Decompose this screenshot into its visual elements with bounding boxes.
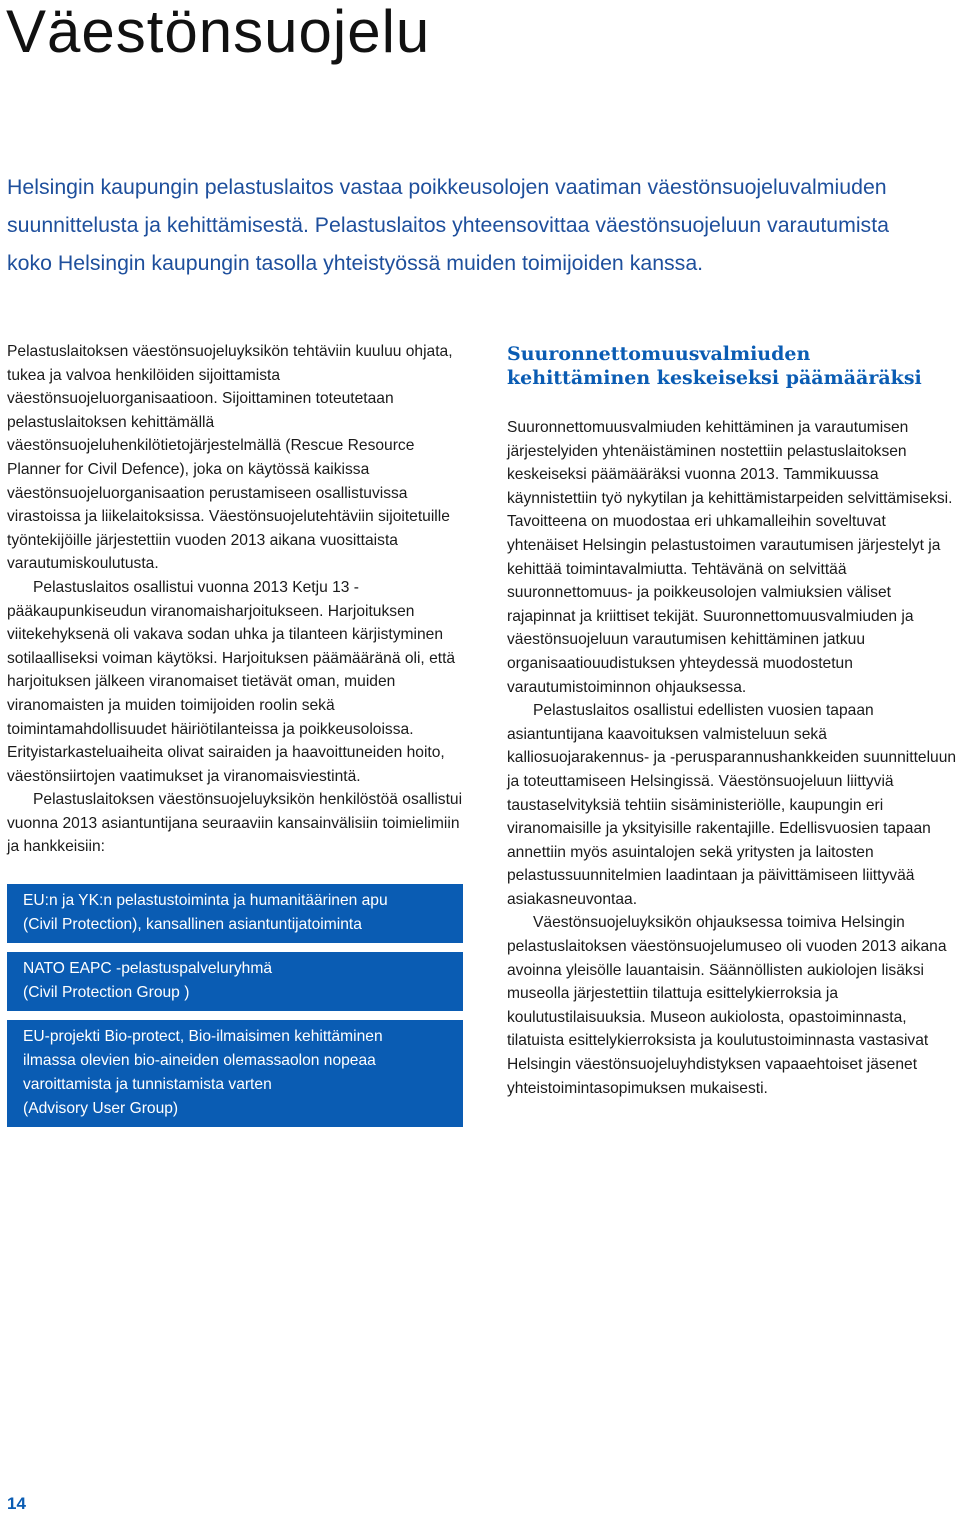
right-column — [507, 340, 957, 1100]
intro-paragraph: Helsingin kaupungin pelastuslaitos vastaa poikkeusolojen vaatiman väestönsuojeluvalmiuden suunnittelusta ja kehittämisestä. Pelastuslaitos yhteensovittaa väestönsuojeluun varautumista koko Helsingin kaupungin tasolla yhteistyössä muiden toimijoiden kanssa. — [7, 175, 889, 275]
highlight-box — [7, 884, 463, 943]
body-paragraph: Pelastuslaitos osallistui edellisten vuosien tapaan asiantuntijana kaavoituksen valmisteluun sekä kalliosuojarakennus- ja -perusparannushankkeiden suunnitteluun ja toteuttamiseen Helsingissä. Väestönsuojeluun liittyviä taustaselvityksiä tehtiin sisäministeriölle, kaupungin eri viranomaisille ja yksityisille rakentajille. Edellisvuosien tapaan annettiin myös asuintalojen sekä yritysten ja laitosten pelastussuunnitelmien laadintaan ja päivittämiseen liittyvää asiakasneuvontaa. — [507, 702, 957, 908]
section-heading — [507, 342, 957, 390]
body-paragraph: Väestönsuojeluyksikön ohjauksessa toimiva Helsingin pelastuslaitoksen väestönsuojelumuseo oli vuoden 2013 aikana avoinna yleisölle lauantaisin. Säännöllisten aukiolojen lisäksi museolla järjestettiin tilattuja esittelykierroksia ja koulutustilaisuuksia. Museon aukiolosta, opastoiminnasta, tilatuista esittelykierroksista ja koulutustoiminnasta vastasivat Helsingin väestönsuojeluyhdistyksen vapaaehtoiset jäsenet yhteistoimintasopimuksen mukaisesti. — [507, 914, 947, 1097]
page-title: Väestönsuojelu — [6, 0, 431, 65]
highlight-box — [7, 952, 463, 1011]
body-paragraph: Pelastuslaitoksen väestönsuojeluyksikön tehtäviin kuuluu ohjata, tukea ja valvoa henkilöiden sijoittamista väestönsuojeluorganisaatioon. Sijoittaminen toteutetaan pelastuslaitoksen kehittämällä väestönsuojeluhenkilötietojärjestelmällä (Rescue Resource Planner for Civil Defence), joka on käytössä kaikissa väestönsuojeluorganisaation perustamiseen osallistuvissa virastoissa ja liikelaitoksissa. Väestönsuojelutehtäviin sijoitetuille työntekijöille järjestettiin vuoden 2013 aikana vuosittaista varautumiskoulutusta. — [7, 343, 453, 573]
section-heading-line: kehittäminen keskeiseksi päämääräksi — [507, 367, 922, 389]
highlight-box — [7, 1020, 463, 1127]
box-line: (Advisory User Group) — [23, 1100, 179, 1118]
box-line: (Civil Protection), kansallinen asiantuntijatoiminta — [23, 916, 362, 934]
box-line: EU:n ja YK:n pelastustoiminta ja humanitäärinen apu — [23, 892, 388, 910]
body-paragraph: Suuronnettomuusvalmiuden kehittäminen ja varautumisen järjestelyiden yhtenäistäminen nostettiin pelastuslaitoksen keskeiseksi päämääräksi vuonna 2013. Tammikuussa käynnistettiin työ nykytilan ja kehittämistarpeiden selvittämiseksi. Tavoitteena on muodostaa eri uhkamalleihin soveltuvat yhtenäiset Helsingin pelastustoimen varautumisen järjestelyt ja kehittää toimintavalmiutta. Tehtävänä on selvittää suuronnettomuus- ja poikkeusolojen valmiuksien väliset rajapinnat ja kriittiset tekijät. Suuronnettomuusvalmiuden ja väestönsuojeluun varautumisen kehittäminen jatkuu organisaatiouudistuksen yhteydessä muodostetun varautumistoiminnon ohjauksessa. — [507, 419, 953, 696]
box-line: (Civil Protection Group ) — [23, 984, 190, 1002]
page-number: 14 — [7, 1494, 26, 1513]
body-paragraph: Pelastuslaitos osallistui vuonna 2013 Ketju 13 - pääkaupunkiseudun viranomaisharjoitukseen. Harjoituksen viitekehyksenä oli vakava sodan uhka ja tilanteen kärjistyminen sotilaalliseksi voiman käytöksi. Harjoituksen päämääränä oli, että harjoituksen jälkeen viranomaiset tietävät oman, muiden viranomaisten ja muiden toimijoiden roolin sekä toimintamahdollisuudet häiriötilanteissa ja poikkeusoloissa. Erityistarkasteluaiheita olivat sairaiden ja haavoittuneiden hoito, väestönsiirtojen vaatimukset ja viranomaisviestintä. — [7, 578, 456, 785]
box-line: varoittamista ja tunnistamista varten — [23, 1076, 272, 1094]
highlight-boxes — [7, 884, 463, 1127]
section-heading-line: Suuronnettomuusvalmiuden — [507, 343, 811, 365]
box-line: NATO EAPC -pelastuspalveluryhmä — [23, 960, 273, 978]
body-paragraph: Pelastuslaitoksen väestönsuojeluyksikön henkilöstöä osallistui vuonna 2013 asiantuntijana seuraaviin kansainvälisiin toimielimiin ja hankkeisiin: — [7, 791, 463, 856]
left-column — [7, 340, 463, 1136]
box-line: ilmassa olevien bio-aineiden olemassaolon nopeaa — [23, 1052, 376, 1070]
box-line: EU-projekti Bio-protect, Bio-ilmaisimen kehittäminen — [23, 1028, 383, 1046]
